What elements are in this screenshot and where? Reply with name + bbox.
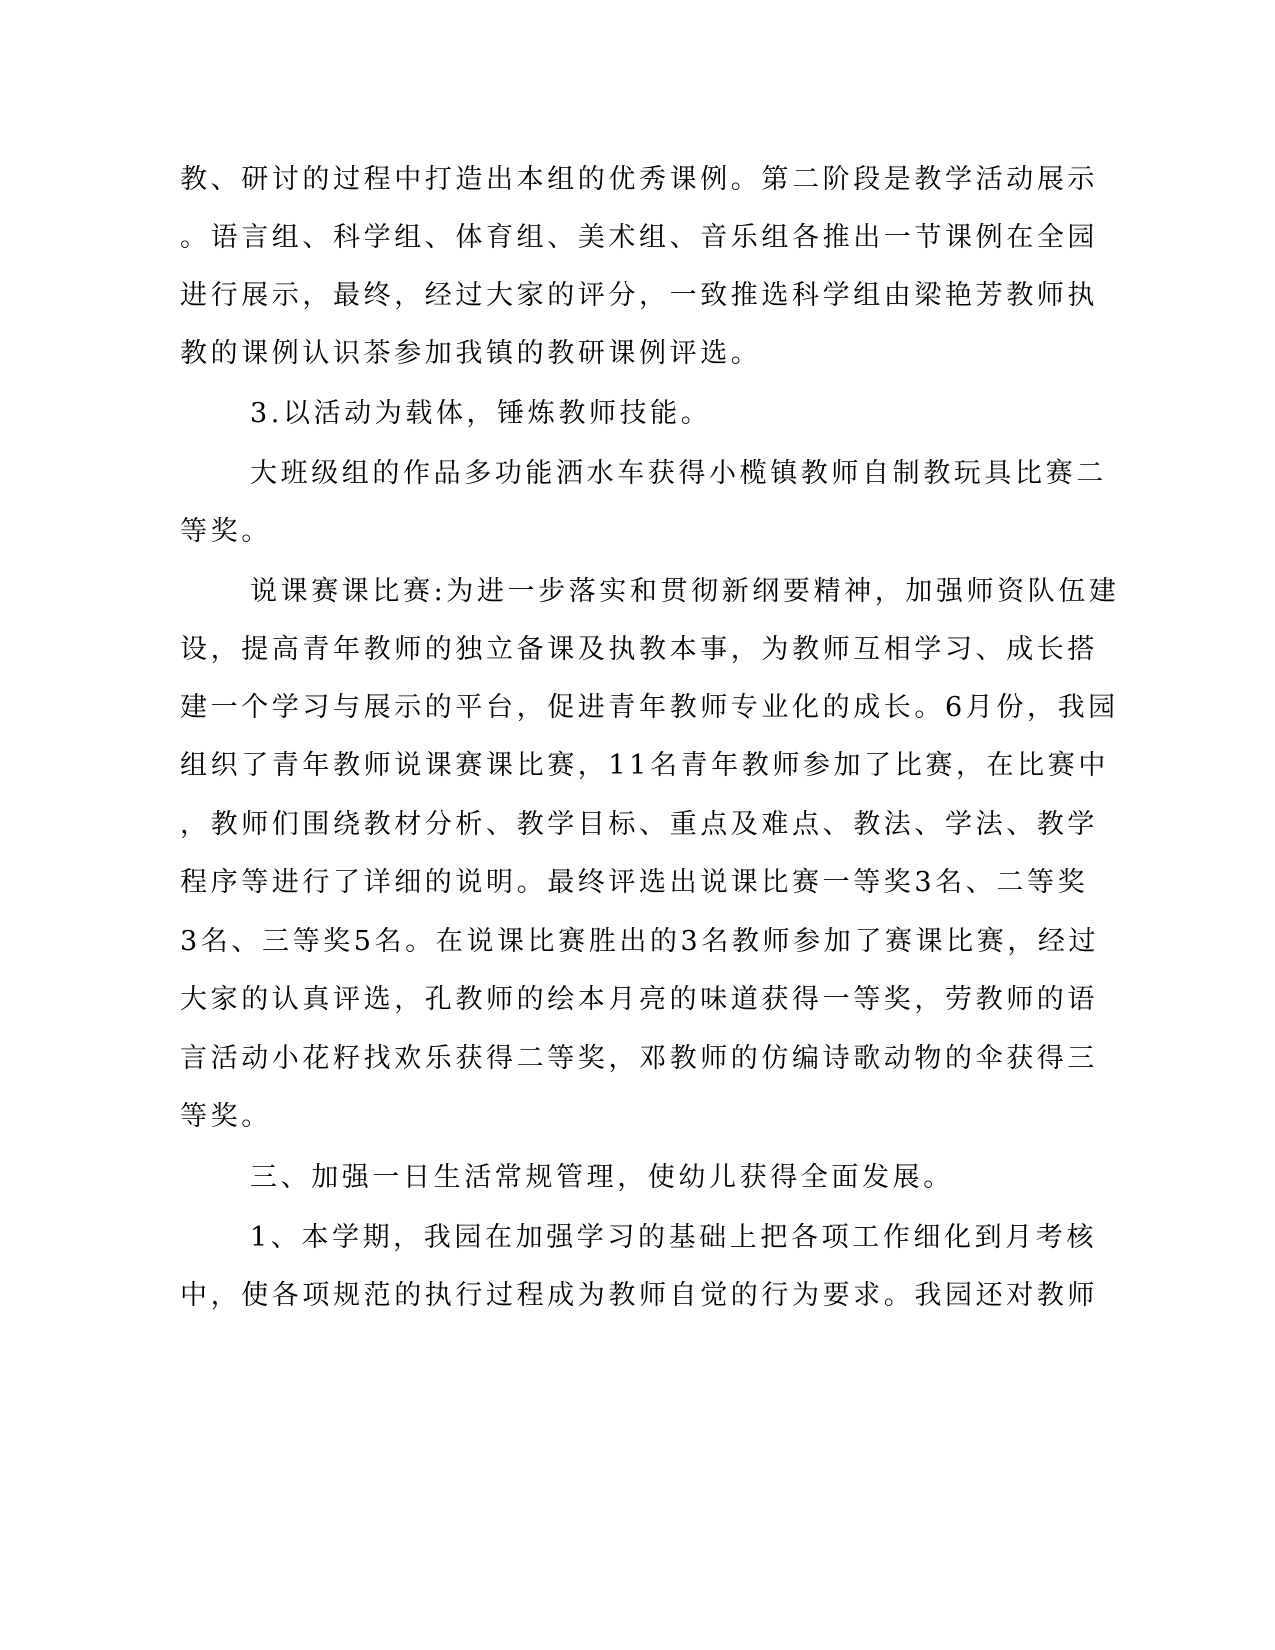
text-line: 言活动小花籽找欢乐获得二等奖，邓教师的仿编诗歌动物的伞获得三 (180, 1043, 1098, 1074)
text-line: 大家的认真评选，孔教师的绘本月亮的味道获得一等奖，劳教师的语 (180, 984, 1098, 1015)
text-line: 说课赛课比赛:为进一步落实和贯彻新纲要精神，加强师资队伍建 (250, 576, 1120, 607)
text-line: 进行展示，最终，经过大家的评分，一致推选科学组由梁艳芳教师执 (180, 280, 1098, 311)
text-line: 三、加强一日生活常规管理，使幼儿获得全面发展。 (250, 1162, 954, 1193)
text-line: 3.以活动为载体，锤炼教师技能。 (250, 398, 712, 429)
text-line: 等奖。 (180, 1101, 272, 1132)
text-line: 。语言组、科学组、体育组、美术组、音乐组各推出一节课例在全园 (180, 222, 1098, 253)
text-line: ，教师们围绕教材分析、教学目标、重点及难点、教法、学法、教学 (180, 809, 1098, 840)
text-line: 教的课例认识茶参加我镇的教研课例评选。 (180, 338, 762, 369)
text-line: 组织了青年教师说课赛课比赛，11名青年教师参加了比赛，在比赛中 (180, 750, 1109, 781)
text-line: 3名、三等奖5名。在说课比赛胜出的3名教师参加了赛课比赛，经过 (180, 926, 1100, 957)
text-line: 等奖。 (180, 516, 272, 547)
text-line: 大班级组的作品多功能洒水车获得小榄镇教师自制教玩具比赛二 (250, 458, 1107, 489)
text-line: 程序等进行了详细的说明。最终评选出说课比赛一等奖3名、二等奖 (180, 867, 1089, 898)
text-line: 1、本学期，我园在加强学习的基础上把各项工作细化到月考核 (250, 1222, 1097, 1253)
text-line: 建一个学习与展示的平台，促进青年教师专业化的成长。6月份，我园 (180, 692, 1119, 723)
text-line: 中，使各项规范的执行过程成为教师自觉的行为要求。我园还对教师 (180, 1280, 1098, 1311)
text-line: 设，提高青年教师的独立备课及执教本事，为教师互相学习、成长搭 (180, 634, 1098, 665)
text-line: 教、研讨的过程中打造出本组的优秀课例。第二阶段是教学活动展示 (180, 164, 1098, 195)
